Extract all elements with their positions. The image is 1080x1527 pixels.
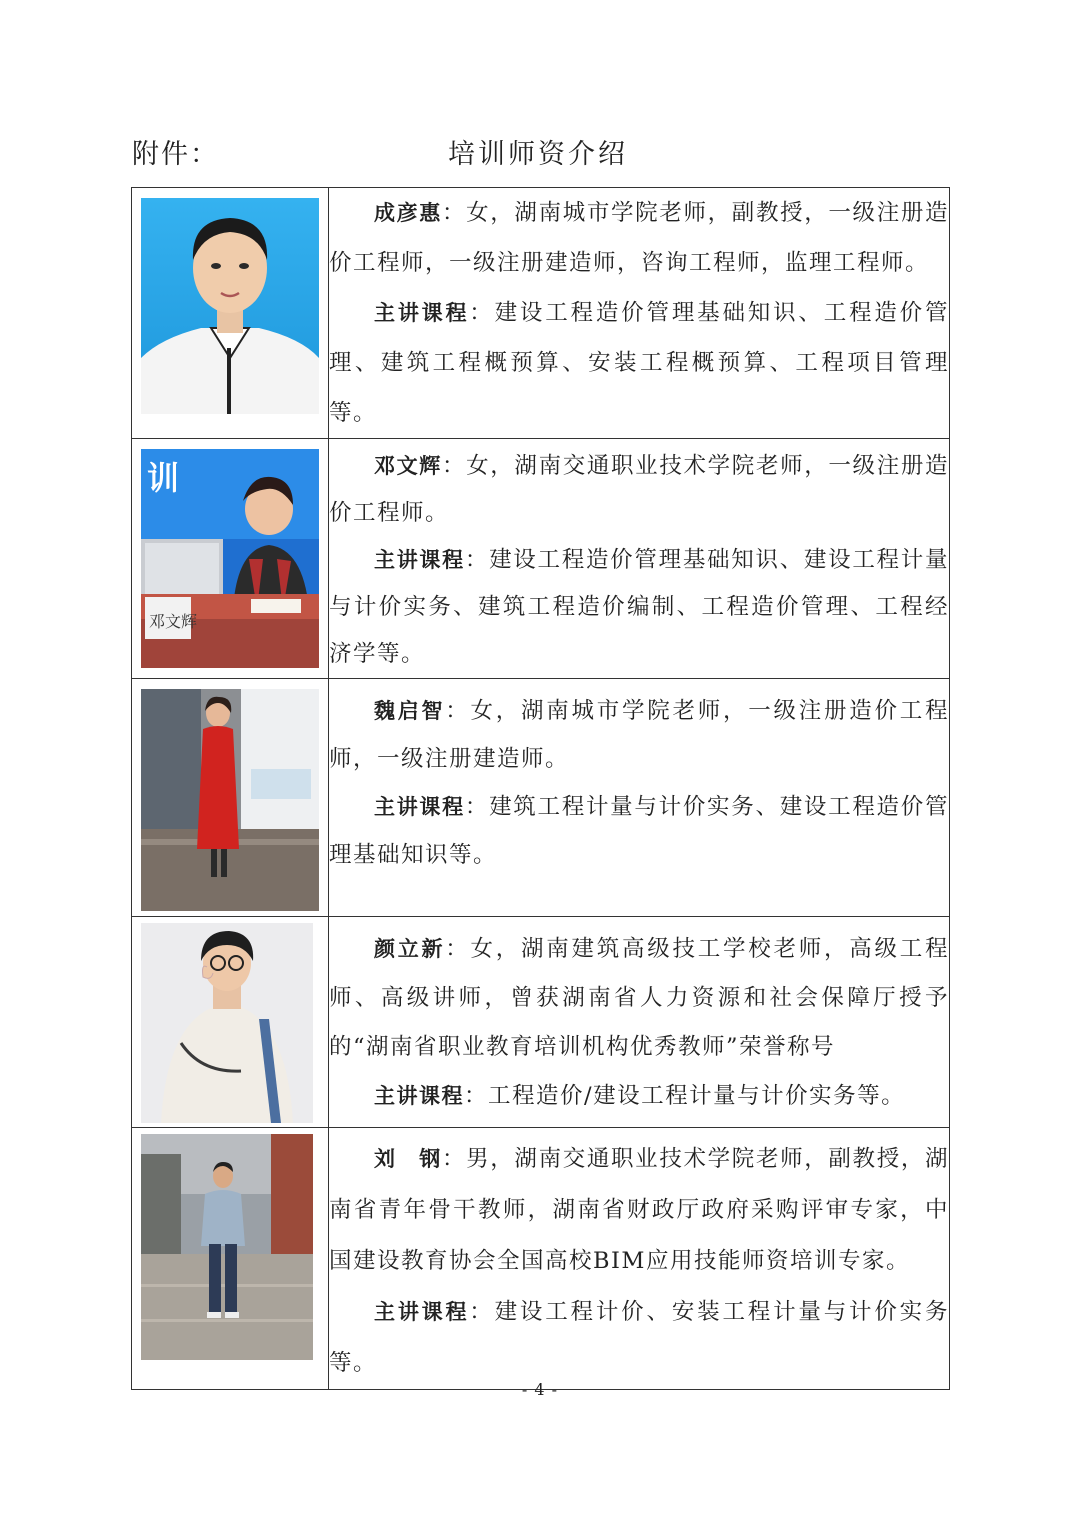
course-paragraph (329, 288, 949, 438)
attachment-label: 附件： (132, 139, 219, 170)
teacher-courses: ：工程造价/建设工程计量与计价实务等。 (464, 1083, 906, 1109)
teacher-bio: ：女，湖南建筑高级技工学校老师，高级工程师、高级讲师，曾获湖南省人力资源和社会保障厅授予的“湖南省职业教育培训机构优秀教师”荣誉称号 (329, 936, 949, 1060)
photo-cell (132, 439, 329, 679)
course-label: 主讲课程 (374, 548, 465, 572)
teacher-photo (141, 689, 328, 915)
table-row (132, 1128, 950, 1390)
teacher-courses: ：建设工程计价、安装工程计量与计价实务等。 (329, 1299, 949, 1376)
bio-paragraph (329, 687, 949, 783)
teacher-name: 邓文辉 (374, 454, 442, 478)
heading (132, 132, 952, 176)
teacher-bio: ：女，湖南交通职业技术学院老师，一级注册造价工程师。 (329, 453, 949, 526)
page-number: - 4 - (521, 1380, 559, 1399)
teacher-name: 刘 钢 (374, 1147, 442, 1171)
course-label: 主讲课程 (374, 1084, 464, 1108)
table-row (132, 188, 950, 439)
teacher-courses: ：建设工程造价管理基础知识、工程造价管理、建筑工程概预算、安装工程概预算、工程项目管理等。 (329, 300, 949, 426)
course-label: 主讲课程 (374, 1300, 470, 1324)
table-row (132, 917, 950, 1128)
bio-paragraph (329, 1134, 949, 1287)
bio-paragraph (329, 925, 949, 1072)
photo-cell (132, 679, 329, 917)
bio-cell (329, 439, 950, 679)
teacher-bio: ：女，湖南城市学院老师，副教授，一级注册造价工程师，一级注册建造师，咨询工程师，监理工程师。 (329, 200, 949, 276)
bio-paragraph (329, 188, 949, 288)
photo-cell (132, 917, 329, 1128)
bio-cell (329, 917, 950, 1128)
teacher-courses: ：建设工程造价管理基础知识、建设工程计量与计价实务、建筑工程造价编制、工程造价管理、工程经济学等。 (329, 547, 949, 667)
teacher-photo (141, 923, 328, 1127)
teacher-name: 颜立新 (374, 937, 446, 961)
teacher-table (131, 187, 950, 1390)
teacher-photo (141, 449, 328, 672)
photo-cell (132, 188, 329, 439)
bio-cell (329, 1128, 950, 1390)
teacher-courses: ：建筑工程计量与计价实务、建设工程造价管理基础知识等。 (329, 794, 949, 868)
teacher-bio: ：男，湖南交通职业技术学院老师，副教授，湖南省青年骨干教师，湖南省财政厅政府采购评审专家，中国建设教育协会全国高校BIM应用技能师资培训专家。 (329, 1146, 949, 1274)
page-title: 培训师资介绍 (448, 139, 628, 170)
course-label: 主讲课程 (374, 795, 465, 819)
course-paragraph (329, 783, 949, 879)
teacher-bio: ：女，湖南城市学院老师，一级注册造价工程师，一级注册建造师。 (329, 698, 949, 772)
photo-banner-text: 训 (147, 459, 180, 497)
bio-cell (329, 679, 950, 917)
course-label: 主讲课程 (374, 301, 470, 325)
bio-paragraph (329, 443, 949, 537)
table-row (132, 679, 950, 917)
bio-cell (329, 188, 950, 439)
course-paragraph (329, 1072, 949, 1121)
teacher-photo (141, 1134, 328, 1364)
photo-cell (132, 1128, 329, 1390)
teacher-photo (141, 198, 328, 418)
teacher-name: 成彦惠 (374, 201, 442, 225)
teacher-name: 魏启智 (374, 699, 446, 723)
photo-nameplate: 邓文辉 (149, 612, 198, 631)
table-row (132, 439, 950, 679)
course-paragraph (329, 537, 949, 678)
course-paragraph (329, 1287, 949, 1389)
